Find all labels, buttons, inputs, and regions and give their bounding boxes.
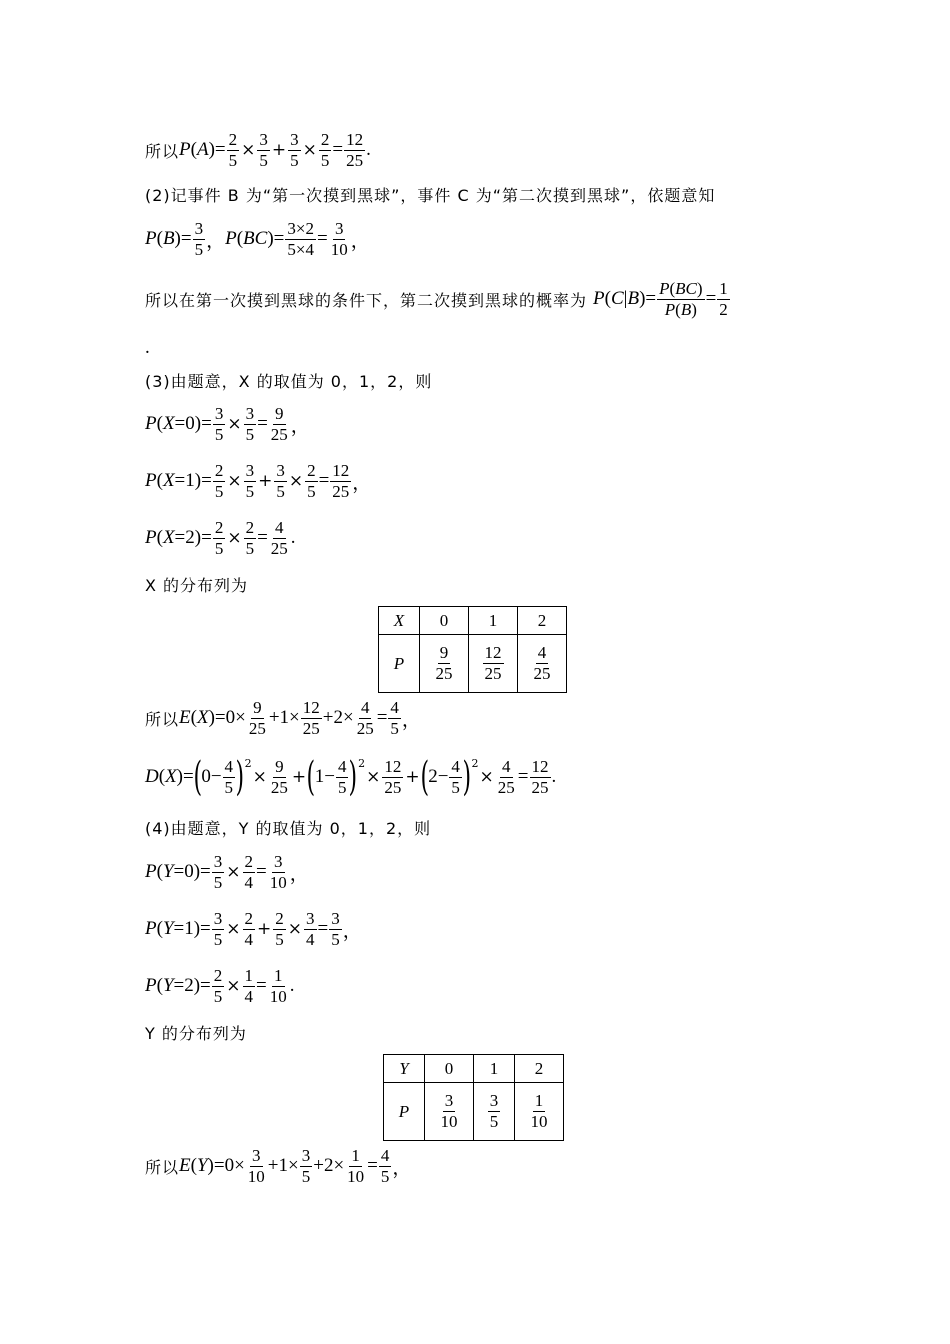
- distribution-table-y: [383, 1054, 564, 1141]
- table-x-cell: $\frac{4}{25}$: [518, 635, 567, 693]
- table-x-row-label: P: [379, 635, 420, 693]
- table-x-header-0: X: [379, 607, 420, 635]
- table-y-header-1: 0: [425, 1055, 474, 1083]
- table-y-header-2: 1: [474, 1055, 515, 1083]
- line-events-def: (2)记事件 B 为“第一次摸到黑球”，事件 C 为“第二次摸到黑球”，依题意知: [145, 185, 716, 205]
- line-y-values: (4)由题意，Y 的取值为 0，1，2，则: [145, 818, 432, 838]
- distribution-table-x: [378, 606, 567, 693]
- line-conditional: 所以在第一次摸到黑球的条件下，第二次摸到黑球的概率为 P(C|B)= $\frac{P(BC)}{P(B)}$ = $\frac{1}{2}$: [145, 278, 728, 319]
- table-y-cell: $\frac{1}{10}$: [515, 1083, 564, 1141]
- line-px1: P(X=1)= $\frac{2}{5}$ × $\frac{3}{5}$ + $\frac{3}{5}$ × $\frac{2}{5}$ = $\frac{12}{25}$ ，: [145, 460, 372, 501]
- line-ex: 所以 E(X)=0× $\frac{9}{25}$ +1× $\frac{12}{25}$ +2× $\frac{4}{25}$ = $\frac{4}{5}$ ，: [145, 697, 421, 738]
- line-py1: P(Y=1)= $\frac{3}{5}$ × $\frac{2}{4}$ + $\frac{2}{5}$ × $\frac{3}{4}$ = $\frac{3}{5}$ ，: [145, 908, 362, 949]
- line-x-dist-title: X 的分布列为: [145, 575, 249, 595]
- line-px0: P(X=0)= $\frac{3}{5}$ × $\frac{3}{5}$ = $\frac{9}{25}$ ，: [145, 403, 310, 444]
- table-x-cell: $\frac{9}{25}$: [420, 635, 469, 693]
- line-pb-pbc: P(B)= $\frac{3}{5}$ ， P(BC)= $\frac{3\times 2}{5\times 4}$ = $\frac{3}{10}$ ，: [145, 218, 370, 259]
- table-y-header-3: 2: [515, 1055, 564, 1083]
- line-x-values: (3)由题意，X 的取值为 0，1，2，则: [145, 371, 433, 391]
- line-px2: P(X=2)= $\frac{2}{5}$ × $\frac{2}{5}$ = $\frac{4}{25}$ .: [145, 517, 296, 558]
- line-y-dist-title: Y 的分布列为: [145, 1023, 247, 1043]
- table-y-cell: $\frac{3}{5}$: [474, 1083, 515, 1141]
- table-x-cell: $\frac{12}{25}$: [469, 635, 518, 693]
- line-pa: 所以 P(A)= $\frac{2}{5}$ × $\frac{3}{5}$ + $\frac{3}{5}$ × $\frac{2}{5}$ = $\frac{12}{25}$ .: [145, 129, 371, 170]
- table-y-header-0: Y: [384, 1055, 425, 1083]
- line-ey: 所以 E(Y)=0× $\frac{3}{10}$ +1× $\frac{3}{5}$ +2× $\frac{1}{10}$ = $\frac{4}{5}$ ，: [145, 1145, 412, 1186]
- line-dx: D(X)= ( 0− $\frac{4}{5}$ ) 2 × $\frac{9}{25}$ + ( 1− $\frac{4}{5}$ ) 2 × $\frac{12}{25}$ + ( 2− $\frac{4}{5}$ ) 2 × $\frac{4}{25}$ = $\frac{12}{25}$ .: [145, 754, 557, 800]
- table-y-cell: $\frac{3}{10}$: [425, 1083, 474, 1141]
- table-x-header-3: 2: [518, 607, 567, 635]
- table-x-header-1: 0: [420, 607, 469, 635]
- line-dot: .: [145, 337, 150, 358]
- table-y-row-label: P: [384, 1083, 425, 1141]
- table-x-header-2: 1: [469, 607, 518, 635]
- line-py2: P(Y=2)= $\frac{2}{5}$ × $\frac{1}{4}$ = $\frac{1}{10}$ .: [145, 965, 295, 1006]
- line-py0: P(Y=0)= $\frac{3}{5}$ × $\frac{2}{4}$ = $\frac{3}{10}$ ，: [145, 851, 309, 892]
